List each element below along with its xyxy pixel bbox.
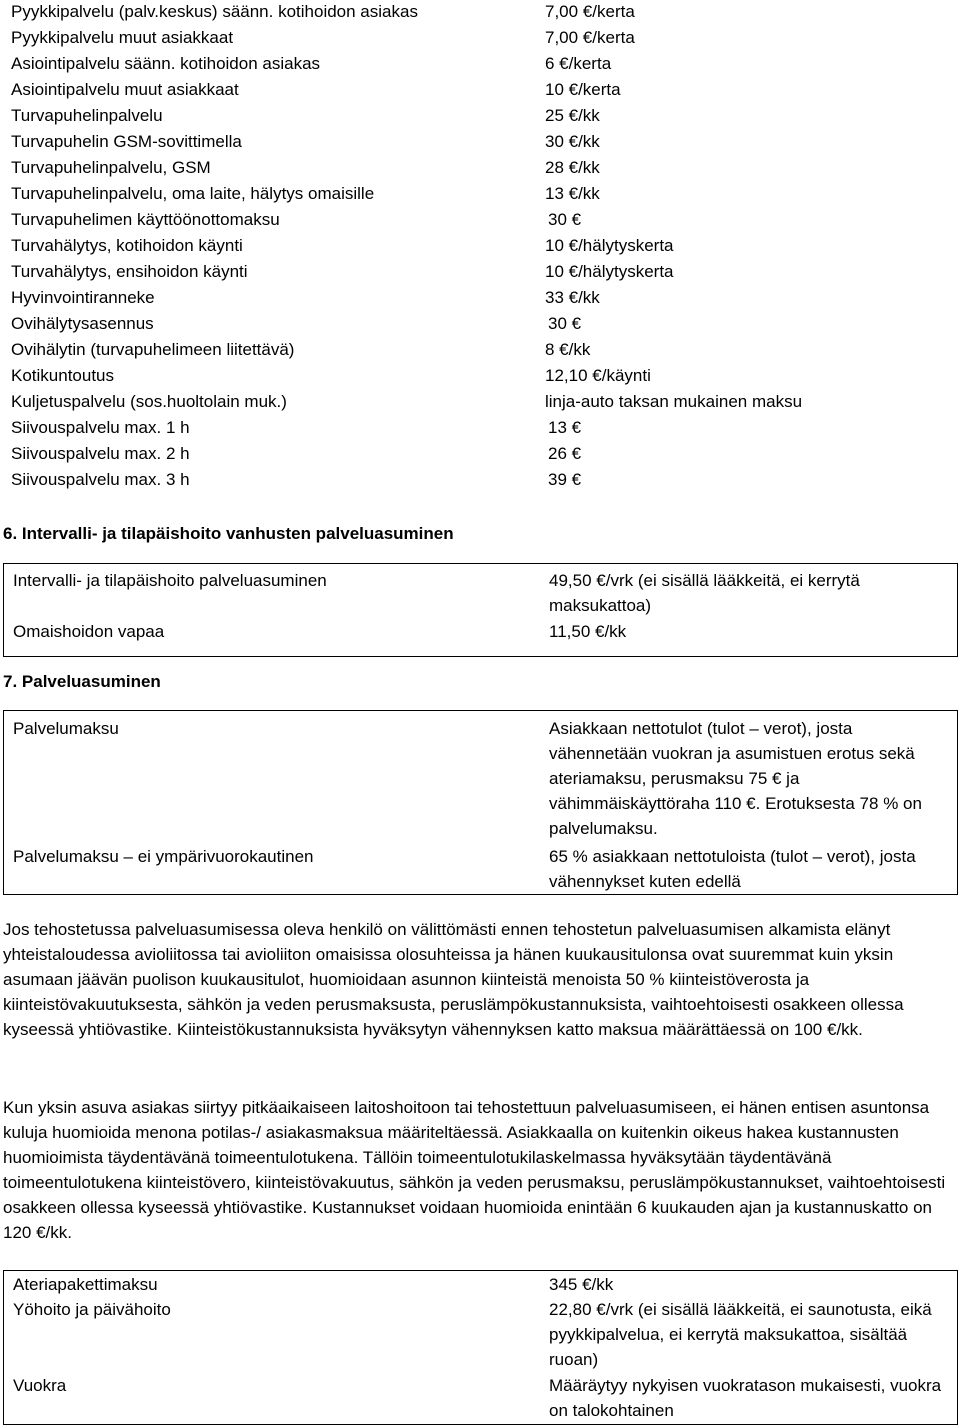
section-7-heading: 7. Palveluasuminen	[3, 672, 161, 691]
table-cell-value: 345 €/kk	[549, 1275, 614, 1294]
service-price: linja-auto taksan mukainen maksu	[545, 392, 803, 411]
service-price: 33 €/kk	[545, 288, 600, 307]
table-cell-value: Määräytyy nykyisen vuokratason mukaisesti, vuokra on talokohtainen	[549, 1376, 942, 1420]
section-6-heading: 6. Intervalli- ja tilapäishoito vanhusten palveluasuminen	[3, 524, 454, 543]
section-7-table	[3, 710, 958, 895]
fees-table	[3, 1270, 958, 1425]
service-name: Turvapuhelinpalvelu, GSM	[11, 158, 211, 177]
service-name: Pyykkipalvelu muut asiakkaat	[11, 28, 234, 47]
table-cell-label: Ateriapakettimaksu	[13, 1275, 158, 1294]
service-price: 30 €/kk	[545, 132, 600, 151]
service-name: Hyvinvointiranneke	[11, 288, 155, 307]
paragraph-former-residence: Kun yksin asuva asiakas siirtyy pitkäaikaiseen laitoshoitoon tai tehostettuun palveluasumiseen, ei hänen entisen asuntonsa kuluja huomioida menona potilas-/ asiakasmaksua määriteltäessä. Asiakkaalla on kuitenkin oikeus hakea kustannusten huomioimista täydentävänä toimeentulotukena. Tällöin toimeentulotukilaskelmassa hyväksytään täydentävänä toimeentulotukena kiinteistövero, kiinteistövakuutus, sähkön ja veden perusmaksu, peruslämpökustannukset, vaihtoehtoisesti osakkeen ollessa kyseessä yhtiövastike. Kustannukset voidaan huomioida enintään 6 kuukauden ajan ja kustannuskatto on 120 €/kk.	[3, 1098, 946, 1242]
table-cell-label: Palvelumaksu	[13, 719, 119, 738]
service-price: 28 €/kk	[545, 158, 600, 177]
service-price: 30 €	[548, 210, 582, 229]
table-cell-label: Omaishoidon vapaa	[13, 622, 165, 641]
service-price: 10 €/hälytyskerta	[545, 262, 674, 281]
service-name: Turvapuhelinpalvelu, oma laite, hälytys omaisille	[11, 184, 375, 203]
service-price: 30 €	[548, 314, 582, 333]
service-price: 13 €	[548, 418, 582, 437]
service-name: Turvahälytys, kotihoidon käynti	[11, 236, 243, 255]
service-name: Pyykkipalvelu (palv.keskus) säänn. kotihoidon asiakas	[11, 2, 418, 21]
service-price: 39 €	[548, 470, 582, 489]
service-name: Ovihälytysasennus	[11, 314, 154, 333]
service-price: 13 €/kk	[545, 184, 600, 203]
service-price: 26 €	[548, 444, 582, 463]
section-6-table	[3, 563, 958, 657]
service-name: Ovihälytin (turvapuhelimeen liitettävä)	[11, 340, 295, 359]
table-cell-label: Vuokra	[13, 1376, 67, 1395]
table-cell-label: Palvelumaksu – ei ympärivuorokautinen	[13, 847, 314, 866]
service-name: Asiointipalvelu säänn. kotihoidon asiakas	[11, 54, 321, 73]
service-name: Turvahälytys, ensihoidon käynti	[11, 262, 248, 281]
service-name: Turvapuhelinpalvelu	[11, 106, 163, 125]
service-name: Kotikuntoutus	[11, 366, 115, 385]
service-price: 7,00 €/kerta	[545, 2, 635, 21]
service-name: Siivouspalvelu max. 2 h	[11, 444, 190, 463]
table-cell-value: 49,50 €/vrk (ei sisällä lääkkeitä, ei kerrytä maksukattoa)	[549, 571, 860, 615]
table-cell-label: Yöhoito ja päivähoito	[13, 1300, 171, 1319]
service-name: Turvapuhelimen käyttöönottomaksu	[11, 210, 280, 229]
service-name: Asiointipalvelu muut asiakkaat	[11, 80, 239, 99]
service-price: 25 €/kk	[545, 106, 600, 125]
table-cell-value: Asiakkaan nettotulot (tulot – verot), josta vähennetään vuokran ja asumistuen erotus sekä ateriamaksu, perusmaksu 75 € ja vähimmäiskäyttöraha 110 €. Erotuksesta 78 % on palvelumaksu.	[549, 719, 922, 838]
service-name: Siivouspalvelu max. 3 h	[11, 470, 190, 489]
service-name: Siivouspalvelu max. 1 h	[11, 418, 190, 437]
service-price: 8 €/kk	[545, 340, 591, 359]
service-name: Kuljetuspalvelu (sos.huoltolain muk.)	[11, 392, 287, 411]
service-name: Turvapuhelin GSM-sovittimella	[11, 132, 242, 151]
service-price: 12,10 €/käynti	[545, 366, 651, 385]
service-price: 10 €/kerta	[545, 80, 621, 99]
table-cell-value: 65 % asiakkaan nettotuloista (tulot – verot), josta vähennykset kuten edellä	[549, 847, 916, 891]
service-price: 10 €/hälytyskerta	[545, 236, 674, 255]
service-price: 7,00 €/kerta	[545, 28, 635, 47]
paragraph-spouse-deduction: Jos tehostetussa palveluasumisessa oleva henkilö on välittömästi ennen tehostetun palveluasumisen alkamista elänyt yhteistaloudessa avioliitossa tai avioliiton omaisissa olosuhteissa ja hänen kuukausitulonsa ovat suuremmat kuin yksin asumaan jäävän puolison kuukausitulot, huomioidaan asunnon kiinteistä menoista 50 % kiinteistöverosta ja kiinteistövakuutuksesta, sähkön ja veden perusmaksusta, peruslämpökustannuksista, vaihtoehtoisesti osakkeen ollessa kyseessä yhtiövastike. Kiinteistökustannuksista hyväksytyn vähennyksen katto maksua määrättäessä on 100 €/kk.	[3, 920, 904, 1039]
table-cell-value: 11,50 €/kk	[549, 622, 627, 641]
service-price: 6 €/kerta	[545, 54, 612, 73]
table-cell-value: 22,80 €/vrk (ei sisällä lääkkeitä, ei saunotusta, eikä pyykkipalvelua, ei kerrytä maksukattoa, sisältää ruoan)	[549, 1300, 932, 1369]
table-cell-label: Intervalli- ja tilapäishoito palveluasuminen	[13, 571, 327, 590]
